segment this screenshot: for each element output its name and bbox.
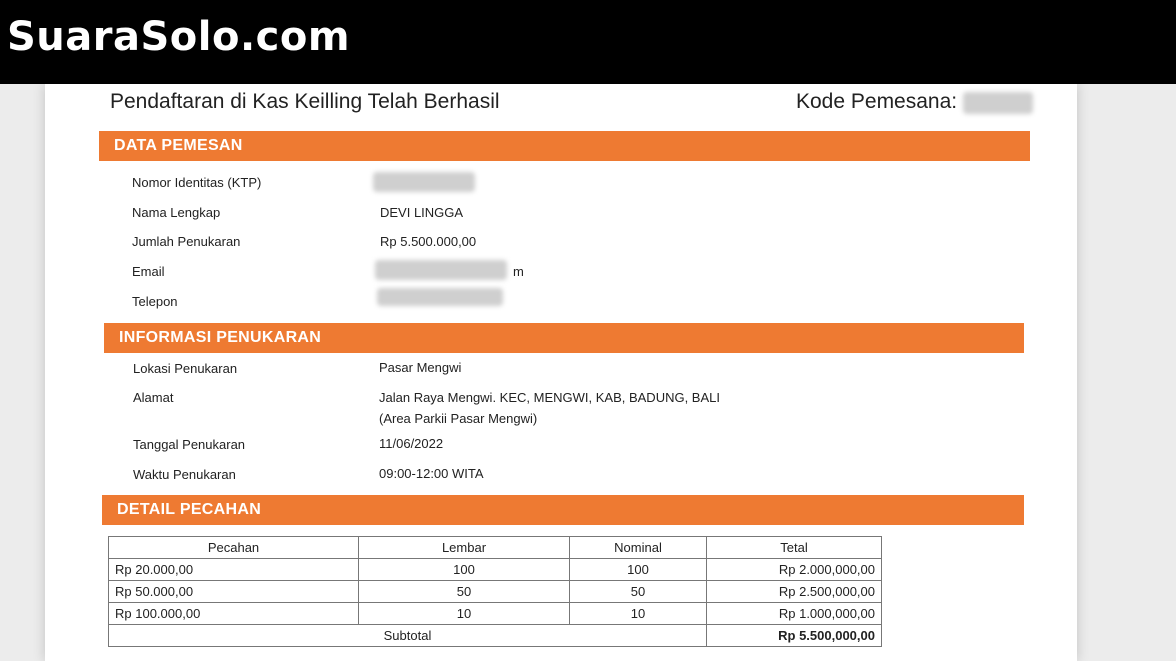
value-lokasi-penukaran: Pasar Mengwi xyxy=(379,360,462,375)
label-nomor-identitas: Nomor Identitas (KTP) xyxy=(132,175,262,190)
booking-code-label: Kode Pemesana: xyxy=(796,90,958,113)
cell-pecahan: Rp 50.000,00 xyxy=(109,581,359,603)
site-header-bar xyxy=(0,0,1176,84)
section-detail-pecahan: DETAIL PECAHAN xyxy=(102,495,1024,525)
site-logo-text[interactable]: SuaraSolo.com xyxy=(7,14,351,60)
label-tanggal-penukaran: Tanggal Penukaran xyxy=(133,437,246,452)
subtotal-value: Rp 5.500,000,00 xyxy=(707,625,882,647)
value-jumlah-penukaran: Rp 5.500.000,00 xyxy=(380,234,477,249)
value-waktu-penukaran: 09:00-12:00 WITA xyxy=(379,466,484,481)
cell-pecahan: Rp 20.000,00 xyxy=(109,559,359,581)
cell-nominal: 10 xyxy=(570,603,707,625)
cell-nominal: 100 xyxy=(570,559,707,581)
label-alamat: Alamat xyxy=(133,390,174,405)
cell-total: Rp 1.000,000,00 xyxy=(707,603,882,625)
column-header-total: Tetal xyxy=(707,537,882,559)
value-email-suffix: m xyxy=(513,264,524,279)
pecahan-table xyxy=(108,536,882,647)
label-nama-lengkap: Nama Lengkap xyxy=(132,205,221,220)
value-alamat-line1: Jalan Raya Mengwi. KEC, MENGWI, KAB, BADUNG, BALI xyxy=(379,390,720,405)
subtotal-label: Subtotal xyxy=(109,625,707,647)
value-tanggal-penukaran: 11/06/2022 xyxy=(379,436,444,451)
cell-total: Rp 2.500,000,00 xyxy=(707,581,882,603)
value-nama-lengkap: DEVI LINGGA xyxy=(380,205,464,220)
cell-lembar: 50 xyxy=(359,581,570,603)
section-data-pemesan: DATA PEMESAN xyxy=(99,131,1030,161)
label-waktu-penukaran: Waktu Penukaran xyxy=(133,467,236,482)
registration-document xyxy=(45,84,1077,661)
cell-lembar: 100 xyxy=(359,559,570,581)
label-jumlah-penukaran: Jumlah Penukaran xyxy=(132,234,241,249)
section-informasi-penukaran: INFORMASI PENUKARAN xyxy=(104,323,1024,353)
email-redacted xyxy=(375,260,507,280)
booking-code-redacted xyxy=(963,92,1033,114)
table-row xyxy=(109,581,882,603)
subtotal-row xyxy=(109,625,882,647)
document-title: Pendaftaran di Kas Keilling Telah Berhasil xyxy=(110,90,500,113)
telepon-redacted xyxy=(377,288,503,306)
value-alamat-line2: (Area Parkii Pasar Mengwi) xyxy=(379,411,538,426)
cell-pecahan: Rp 100.000,00 xyxy=(109,603,359,625)
cell-nominal: 50 xyxy=(570,581,707,603)
cell-lembar: 10 xyxy=(359,603,570,625)
label-telepon: Telepon xyxy=(132,294,178,309)
nomor-identitas-redacted xyxy=(373,172,475,192)
label-lokasi-penukaran: Lokasi Penukaran xyxy=(133,361,238,376)
table-row xyxy=(109,559,882,581)
table-row xyxy=(109,603,882,625)
table-header-row xyxy=(109,537,882,559)
column-header-pecahan: Pecahan xyxy=(109,537,359,559)
column-header-lembar: Lembar xyxy=(359,537,570,559)
label-email: Email xyxy=(132,264,165,279)
column-header-nominal: Nominal xyxy=(570,537,707,559)
cell-total: Rp 2.000,000,00 xyxy=(707,559,882,581)
